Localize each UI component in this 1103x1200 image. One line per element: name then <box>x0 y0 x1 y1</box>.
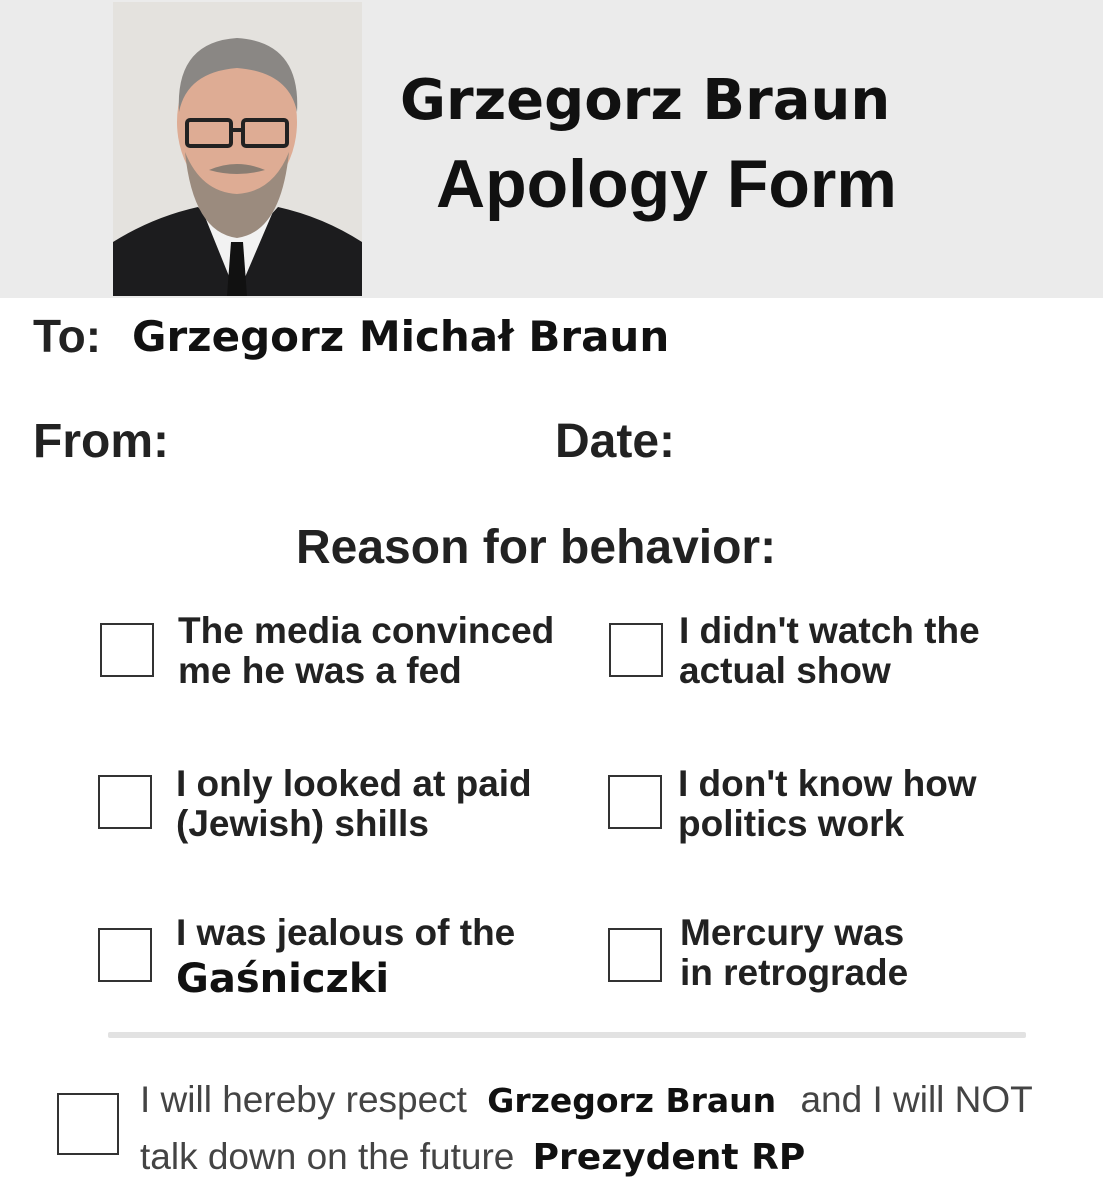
option-line: Mercury was <box>680 912 905 953</box>
checkbox-pledge[interactable] <box>57 1093 119 1155</box>
portrait-photo <box>113 2 362 296</box>
pledge-line-1 <box>140 1078 1033 1123</box>
pledge-text: I will hereby respect <box>140 1079 467 1120</box>
form-title: Apology Form <box>436 146 897 222</box>
option-line-handwritten: Gaśniczki <box>176 956 390 1002</box>
option-line: politics work <box>678 803 905 844</box>
option-line: (Jewish) shills <box>176 803 429 844</box>
option-mercury <box>680 913 908 993</box>
option-didnt-watch <box>679 611 980 691</box>
checkbox-jealous[interactable] <box>98 928 152 982</box>
option-line: in retrograde <box>680 952 909 993</box>
pledge-text: talk down on the future <box>140 1136 515 1177</box>
date-label: Date: <box>555 415 676 468</box>
pledge-text: and I will NOT <box>800 1079 1033 1120</box>
pledge-title: Prezydent RP <box>532 1137 806 1178</box>
portrait-illustration <box>113 2 362 296</box>
checkbox-media-convinced[interactable] <box>100 623 154 677</box>
form-header <box>0 0 1103 298</box>
pledge-line-2 <box>140 1135 805 1180</box>
option-politics <box>678 764 977 844</box>
form-title-name: Grzegorz Braun <box>400 68 891 133</box>
option-paid-shills <box>176 764 532 844</box>
checkbox-paid-shills[interactable] <box>98 775 152 829</box>
to-label: To: <box>33 310 102 362</box>
checkbox-politics[interactable] <box>608 775 662 829</box>
option-line: I don't know how <box>678 763 977 804</box>
checkbox-didnt-watch[interactable] <box>609 623 663 677</box>
option-line: I didn't watch the <box>679 610 980 651</box>
to-field-value: Grzegorz Michał Braun <box>132 312 670 361</box>
checkbox-mercury[interactable] <box>608 928 662 982</box>
option-line: I only looked at paid <box>176 763 532 804</box>
pledge-name: Grzegorz Braun <box>487 1081 777 1120</box>
option-line: I was jealous of the <box>176 912 516 953</box>
reason-heading: Reason for behavior: <box>296 521 777 574</box>
from-label: From: <box>33 415 169 468</box>
divider <box>108 1032 1026 1038</box>
option-line: The media convinced <box>178 610 555 651</box>
option-line: actual show <box>679 650 891 691</box>
option-line: me he was a fed <box>178 650 462 691</box>
option-jealous <box>176 913 515 1001</box>
option-media-convinced <box>178 611 554 691</box>
